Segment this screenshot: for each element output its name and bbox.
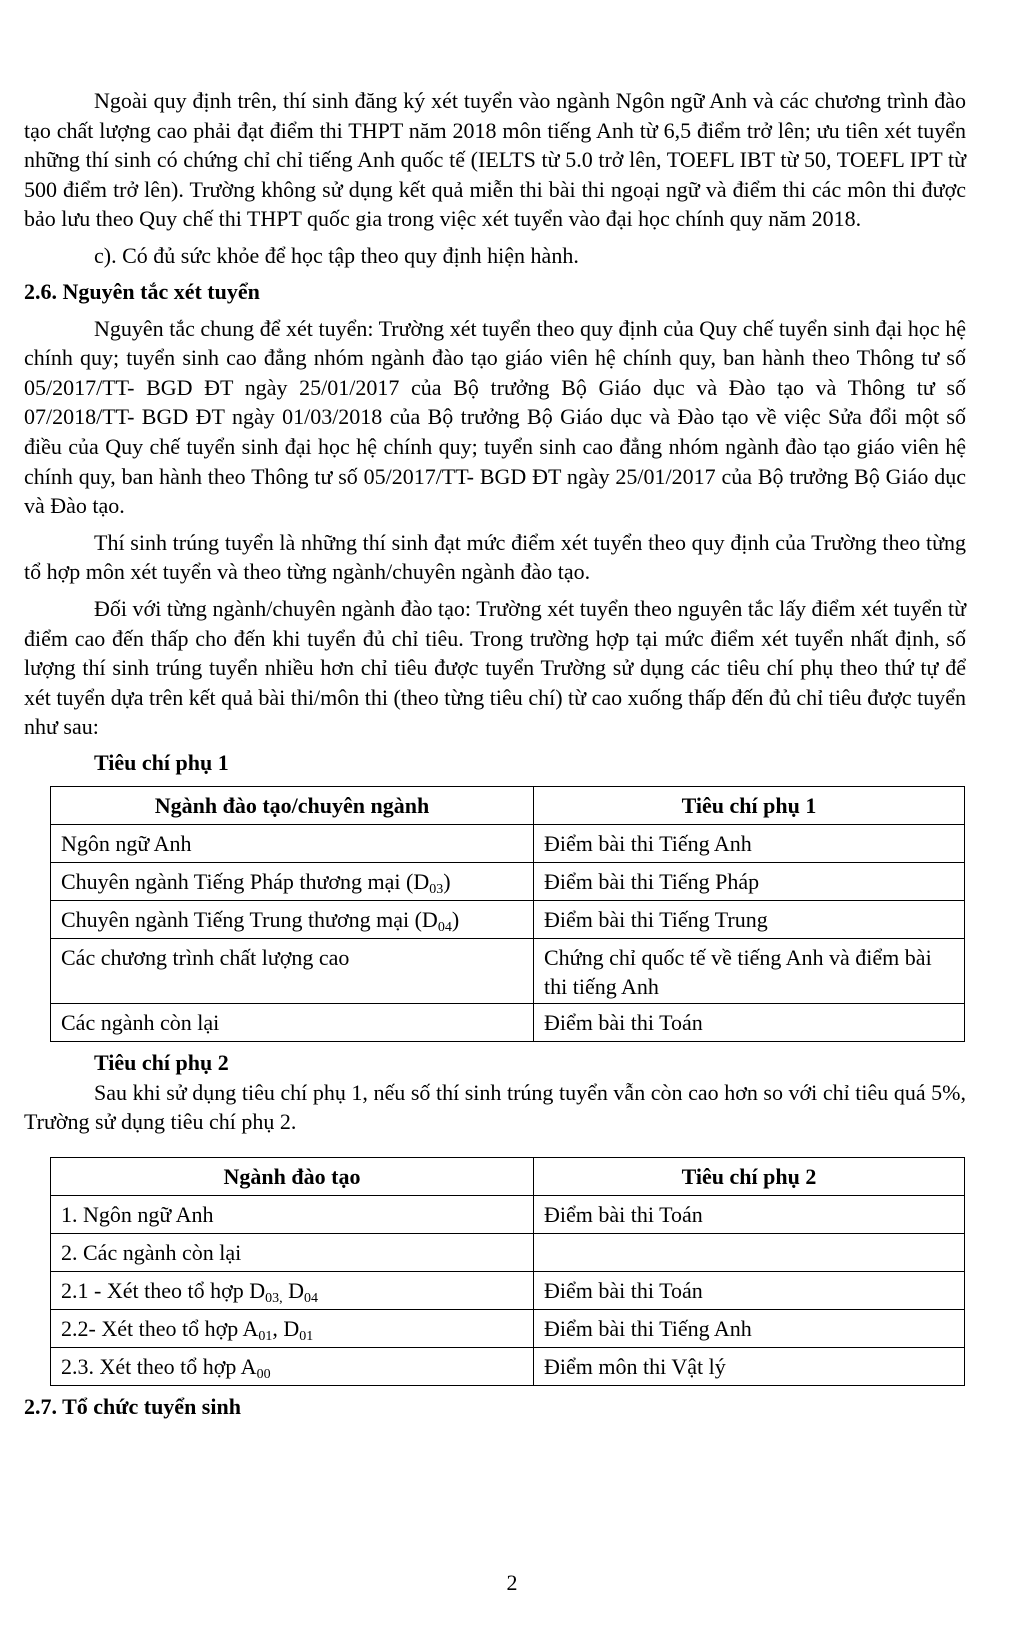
table-row (51, 1348, 965, 1386)
table-cell-criterion: Điểm bài thi Tiếng Trung (534, 900, 965, 938)
table-row (51, 862, 965, 900)
table-row (51, 824, 965, 862)
table-cell-major: Ngôn ngữ Anh (51, 824, 534, 862)
paragraph-health-requirement: c). Có đủ sức khỏe để học tập theo quy định hiện hành. (94, 242, 579, 268)
table-cell-major: 2. Các ngành còn lại (51, 1234, 534, 1272)
table-header-cell: Ngành đào tạo/chuyên ngành (51, 786, 534, 824)
table-cell-major (51, 862, 534, 900)
table-row (51, 938, 965, 1003)
criterion-2-table (50, 1157, 965, 1386)
table-cell-criterion (534, 1234, 965, 1272)
table-cell-major: Các ngành còn lại (51, 1003, 534, 1041)
table-row (51, 1310, 965, 1348)
cell-subscript: 04 (437, 919, 452, 935)
table-cell-criterion: Điểm bài thi Tiếng Anh (534, 1310, 965, 1348)
table-row (51, 1003, 965, 1041)
table-header-cell: Tiêu chí phụ 2 (534, 1158, 965, 1196)
cell-text: 2.1 - Xét theo tổ hợp D (61, 1278, 266, 1304)
document-page (24, 86, 966, 1422)
cell-text: , D (272, 1316, 300, 1342)
cell-subscript: 03 (429, 881, 444, 897)
cell-text: ) (451, 906, 460, 932)
table-header-row (51, 786, 965, 824)
section-heading-2-7: 2.7. Tổ chức tuyển sinh (24, 1394, 241, 1420)
page-number: 2 (506, 1570, 518, 1595)
table-cell-major: Các chương trình chất lượng cao (51, 938, 534, 1003)
table-cell-major (51, 1348, 534, 1386)
paragraph-admitted-candidates: Thí sinh trúng tuyển là những thí sinh đạt mức điểm xét tuyển theo quy định của Trường theo từng tổ hợp môn xét tuyển và theo từng ngành/chuyên ngành đào tạo. (24, 529, 966, 585)
cell-text: 2.2- Xét theo tổ hợp A (61, 1316, 259, 1342)
cell-text: Chuyên ngành Tiếng Pháp thương mại (D (61, 868, 430, 894)
paragraph-general-principle: Nguyên tắc chung để xét tuyển: Trường xét tuyển theo quy định của Quy chế tuyển sinh đại học hệ chính quy; tuyển sinh cao đẳng nhóm ngành đào tạo giáo viên hệ chính quy, ban hành theo Thông tư số 05/2017/TT- BGD ĐT ngày 25/01/2017 của Bộ trưởng Bộ Giáo dục và Đào tạo và Thông tư số 07/2018/TT- BGD ĐT ngày 01/03/2018 của Bộ trưởng Bộ Giáo dục và Đào tạo về việc Sửa đổi một số điều của Quy chế tuyển sinh đại học hệ chính quy; tuyển sinh cao đẳng nhóm ngành đào tạo giáo viên hệ chính quy, ban hành theo Thông tư số 05/2017/TT- BGD ĐT ngày 25/01/2017 của Bộ trưởng Bộ Giáo dục và Đào tạo. (24, 315, 966, 519)
paragraph-per-major: Đối với từng ngành/chuyên ngành đào tạo: Trường xét tuyển theo nguyên tắc lấy điểm xét tuyển từ điểm cao đến thấp cho đến khi tuyển đủ chỉ tiêu. Trong trường hợp tại mức điểm xét tuyển nhất định, số lượng thí sinh trúng tuyển nhiều hơn chỉ tiêu được tuyển Trường sử dụng các tiêu chí phụ theo thứ tự để xét tuyển dựa trên kết quả bài thi/môn thi (theo từng tiêu chí) từ cao xuống thấp đến đủ chỉ tiêu được tuyển như sau: (24, 595, 966, 740)
subheading-criterion-2: Tiêu chí phụ 2 (94, 1049, 229, 1075)
table-cell-criterion: Điểm bài thi Tiếng Anh (534, 824, 965, 862)
paragraph-english-requirement: Ngoài quy định trên, thí sinh đăng ký xét tuyển vào ngành Ngôn ngữ Anh và các chương trình đào tạo chất lượng cao phải đạt điểm thi THPT năm 2018 môn tiếng Anh từ 6,5 điểm trở lên; ưu tiên xét tuyển những thí sinh có chứng chỉ chỉ tiếng Anh quốc tế (IELTS từ 5.0 trở lên, TOEFL IBT từ 50, TOEFL IPT từ 500 điểm trở lên). Trường không sử dụng kết quả miễn thi bài thi ngoại ngữ và điểm thi các môn thi được bảo lưu theo Quy chế thi THPT quốc gia trong việc xét tuyển vào đại học chính quy năm 2018. (24, 88, 966, 232)
section-heading-2-6: 2.6. Nguyên tắc xét tuyển (24, 278, 260, 304)
table-cell-criterion: Điểm bài thi Toán (534, 1196, 965, 1234)
table-header-cell: Ngành đào tạo (51, 1158, 534, 1196)
cell-subscript: 03, (265, 1291, 283, 1307)
table-cell-major: 1. Ngôn ngữ Anh (51, 1196, 534, 1234)
table-row (51, 1196, 965, 1234)
table-cell-major (51, 1310, 534, 1348)
table-header-row (51, 1158, 965, 1196)
cell-subscript: 01 (258, 1329, 273, 1345)
table-row (51, 1272, 965, 1310)
table-header-cell: Tiêu chí phụ 1 (534, 786, 965, 824)
table-cell-criterion: Điểm môn thi Vật lý (534, 1348, 965, 1386)
cell-subscript: 01 (299, 1329, 314, 1345)
cell-subscript: 04 (304, 1291, 318, 1307)
cell-subscript: 00 (256, 1367, 271, 1383)
table-cell-criterion: Chứng chỉ quốc tế về tiếng Anh và điểm bài thi tiếng Anh (534, 938, 965, 1003)
paragraph-criterion-2-usage: Sau khi sử dụng tiêu chí phụ 1, nếu số thí sinh trúng tuyển vẫn còn cao hơn so với chỉ tiêu quá 5%, Trường sử dụng tiêu chí phụ 2. (24, 1079, 966, 1135)
cell-text: Chuyên ngành Tiếng Trung thương mại (D (61, 906, 438, 932)
criterion-1-table (50, 786, 965, 1042)
table-row (51, 1234, 965, 1272)
table-cell-criterion: Điểm bài thi Toán (534, 1003, 965, 1041)
cell-text: D (282, 1278, 304, 1304)
cell-text: ) (443, 868, 451, 894)
table-cell-criterion: Điểm bài thi Tiếng Pháp (534, 862, 965, 900)
cell-text: 2.3. Xét theo tổ hợp A (61, 1354, 257, 1380)
table-cell-major (51, 1272, 534, 1310)
subheading-criterion-1: Tiêu chí phụ 1 (94, 749, 229, 775)
table-cell-criterion: Điểm bài thi Toán (534, 1272, 965, 1310)
table-cell-major (51, 900, 534, 938)
table-row (51, 900, 965, 938)
